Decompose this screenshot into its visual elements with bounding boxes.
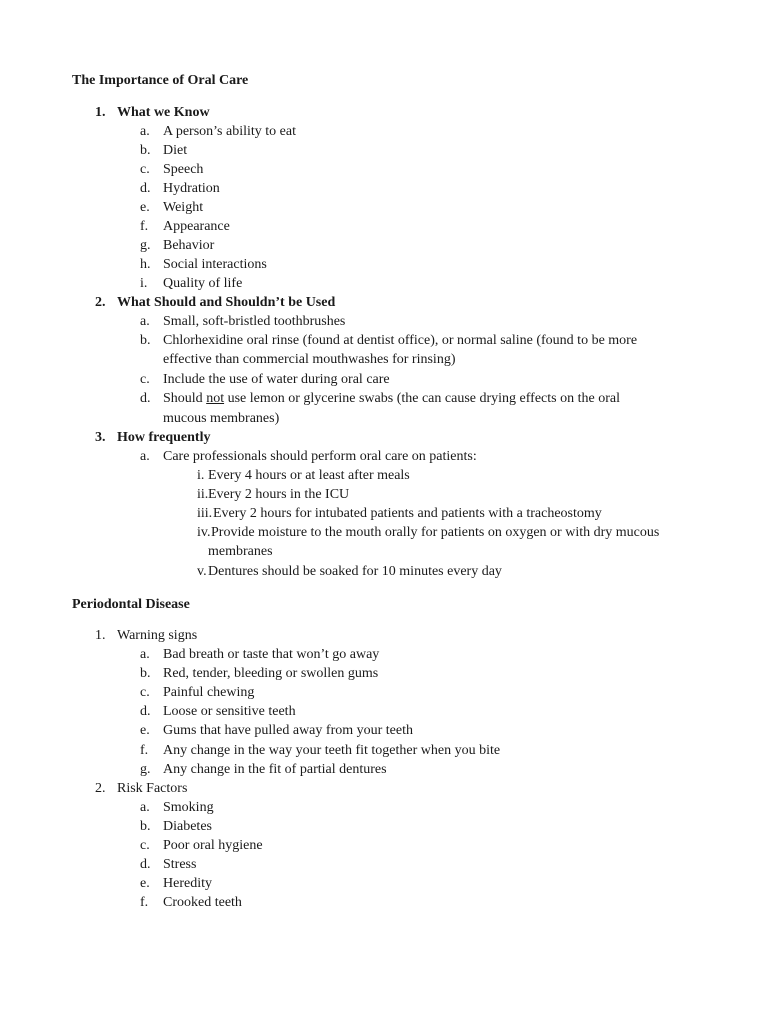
roman-item: Every 4 hours or at least after meals (208, 468, 410, 483)
list-item-continuation: effective than commercial mouthwashes for rinsing) (163, 352, 456, 367)
roman-item: Dentures should be soaked for 10 minutes every day (208, 564, 502, 579)
roman-marker: iii. (197, 506, 213, 521)
list-item-continuation: mucous membranes) (163, 411, 280, 426)
list-item: Include the use of water during oral care (163, 372, 390, 387)
list-number: 2. (95, 295, 106, 310)
roman-item: Every 2 hours in the ICU (208, 487, 350, 502)
list-marker: b. (140, 143, 151, 158)
list-item: Behavior (163, 238, 215, 253)
list-item: A person’s ability to eat (163, 124, 296, 139)
list-item: Red, tender, bleeding or swollen gums (163, 666, 379, 681)
list-number: 2. (95, 781, 106, 796)
list-item: Loose or sensitive teeth (163, 704, 296, 719)
list-marker: f. (140, 743, 149, 758)
list-marker: f. (140, 219, 149, 234)
list-heading: How frequently (117, 430, 211, 445)
list-item: Quality of life (163, 276, 243, 291)
list-marker: d. (140, 391, 151, 406)
list-item: Any change in the fit of partial dentures (163, 762, 387, 777)
list-marker: g. (140, 762, 151, 777)
list-marker: d. (140, 857, 151, 872)
list-item: Diet (163, 143, 188, 158)
list-marker: b. (140, 333, 151, 348)
list-marker: c. (140, 372, 150, 387)
list-item: Hydration (163, 181, 220, 196)
list-marker: a. (140, 314, 150, 329)
text-run: use lemon or glycerine swabs (the can cause drying effects on the oral (224, 391, 620, 406)
list-number: 1. (95, 105, 106, 120)
list-number: 3. (95, 430, 106, 445)
list-item: Social interactions (163, 257, 267, 272)
roman-item: Provide moisture to the mouth orally for patients on oxygen or with dry mucous (211, 525, 660, 540)
list-item: Painful chewing (163, 685, 255, 700)
section-title: Periodontal Disease (72, 597, 190, 612)
list-marker: d. (140, 704, 151, 719)
list-item: Poor oral hygiene (163, 838, 263, 853)
list-marker: e. (140, 876, 150, 891)
list-number: 1. (95, 628, 106, 643)
list-item: Any change in the way your teeth fit together when you bite (163, 743, 501, 758)
list-item: Care professionals should perform oral care on patients: (163, 449, 477, 464)
roman-marker: i. (197, 468, 205, 483)
roman-marker: iv. (197, 525, 211, 540)
list-item: Heredity (163, 876, 212, 891)
list-marker: a. (140, 800, 150, 815)
list-marker: h. (140, 257, 151, 272)
list-heading: Risk Factors (117, 781, 188, 796)
roman-item: Every 2 hours for intubated patients and patients with a tracheostomy (213, 506, 602, 521)
list-marker: b. (140, 666, 151, 681)
list-marker: i. (140, 276, 148, 291)
list-marker: b. (140, 819, 151, 834)
list-item: Diabetes (163, 819, 212, 834)
document-title: The Importance of Oral Care (72, 73, 249, 88)
list-marker: c. (140, 685, 150, 700)
list-item: Stress (163, 857, 197, 872)
list-heading: Warning signs (117, 628, 198, 643)
list-marker: e. (140, 200, 150, 215)
list-marker: e. (140, 723, 150, 738)
list-marker: g. (140, 238, 151, 253)
list-marker: c. (140, 162, 150, 177)
list-marker: d. (140, 181, 151, 196)
list-item: Weight (163, 200, 204, 215)
list-item: Smoking (163, 800, 214, 815)
text-run: Should (163, 391, 207, 406)
list-item: Chlorhexidine oral rinse (found at dentist office), or normal saline (found to be more (163, 333, 638, 348)
roman-marker: ii. (197, 487, 209, 502)
roman-marker: v. (197, 564, 207, 579)
underlined-word: not (206, 391, 225, 406)
list-marker: f. (140, 895, 149, 910)
list-item: Small, soft-bristled toothbrushes (163, 314, 346, 329)
list-item: Gums that have pulled away from your teeth (163, 723, 413, 738)
list-marker: a. (140, 449, 150, 464)
list-marker: c. (140, 838, 150, 853)
list-item (163, 389, 620, 408)
roman-item-continuation: membranes (208, 544, 273, 559)
list-marker: a. (140, 647, 150, 662)
list-item: Bad breath or taste that won’t go away (163, 647, 380, 662)
list-item: Appearance (163, 219, 230, 234)
list-item: Crooked teeth (163, 895, 242, 910)
list-item: Speech (163, 162, 204, 177)
list-heading: What we Know (117, 105, 210, 120)
list-marker: a. (140, 124, 150, 139)
list-heading: What Should and Shouldn’t be Used (117, 295, 336, 310)
